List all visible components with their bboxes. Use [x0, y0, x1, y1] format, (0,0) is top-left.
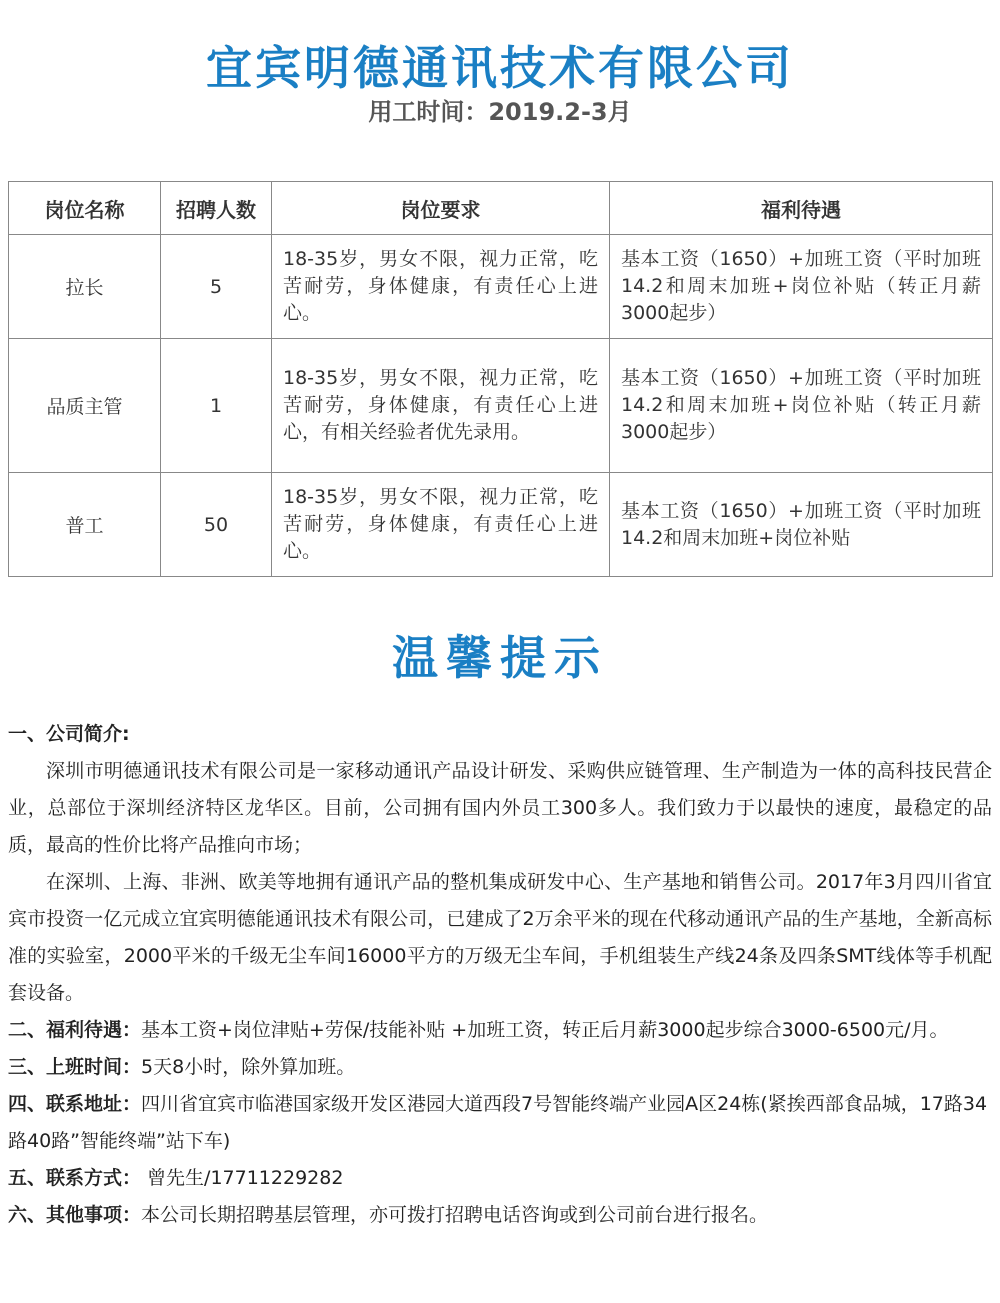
header-count: 招聘人数 [161, 182, 272, 235]
company-title: 宜宾明德通讯技术有限公司 [206, 41, 794, 95]
hours-line [8, 1049, 992, 1086]
position-count: 5 [161, 235, 272, 339]
welfare-line [8, 1012, 992, 1049]
tips-title: 温馨提示 [392, 631, 608, 685]
contact-line [8, 1160, 992, 1197]
position-benefit: 基本工资（1650）+加班工资（平时加班14.2和周末加班+岗位补贴（转正月薪3000起步） [610, 339, 993, 473]
position-count: 1 [161, 339, 272, 473]
welfare-heading: 二、福利待遇： [8, 1019, 142, 1041]
position-benefit: 基本工资（1650）+加班工资（平时加班14.2和周末加班+岗位补贴 [610, 473, 993, 577]
address-heading: 四、联系地址： [8, 1093, 142, 1115]
position-name: 普工 [9, 473, 161, 577]
work-period: 用工时间：2019.2-3月 [368, 98, 632, 126]
position-requirement: 18-35岁，男女不限，视力正常，吃苦耐劳，身体健康，有责任心上进心。 [272, 235, 610, 339]
table-row [9, 235, 993, 339]
address-text: 四川省宜宾市临港国家级开发区港园大道西段7号智能终端产业园A区24栋(紧挨西部食品城，17路34路40路”智能终端”站下车) [8, 1093, 988, 1152]
table-header-row [9, 182, 993, 235]
other-heading: 六、其他事项： [8, 1204, 142, 1226]
other-line [8, 1197, 992, 1234]
position-requirement: 18-35岁，男女不限，视力正常，吃苦耐劳，身体健康，有责任心上进心，有相关经验者优先录用。 [272, 339, 610, 473]
intro-paragraph: 在深圳、上海、非洲、欧美等地拥有通讯产品的整机集成研发中心、生产基地和销售公司。2017年3月四川省宜宾市投资一亿元成立宜宾明德能通讯技术有限公司，已建成了2万余平米的现在代移动通讯产品的生产基地，全新高标准的实验室，2000平米的千级无尘车间16000平方的万级无尘车间，手机组装生产线24条及四条SMT线体等手机配套设备。 [8, 871, 992, 1004]
other-text: 本公司长期招聘基层管理，亦可拨打招聘电话咨询或到公司前台进行报名。 [141, 1204, 769, 1226]
job-table [8, 181, 993, 577]
intro-paragraph: 深圳市明德通讯技术有限公司是一家移动通讯产品设计研发、采购供应链管理、生产制造为一体的高科技民营企业，总部位于深圳经济特区龙华区。目前，公司拥有国内外员工300多人。我们致力于以最快的速度，最稳定的品质，最高的性价比将产品推向市场； [8, 760, 992, 856]
position-name: 品质主管 [9, 339, 161, 473]
position-benefit: 基本工资（1650）+加班工资（平时加班14.2和周末加班+岗位补贴（转正月薪3000起步） [610, 235, 993, 339]
header-requirement: 岗位要求 [272, 182, 610, 235]
contact-heading: 五、联系方式： [8, 1167, 142, 1189]
position-requirement: 18-35岁，男女不限，视力正常，吃苦耐劳，身体健康，有责任心上进心。 [272, 473, 610, 577]
hours-heading: 三、上班时间： [8, 1056, 142, 1078]
header-benefit: 福利待遇 [610, 182, 993, 235]
hours-text: 5天8小时，除外算加班。 [141, 1056, 356, 1078]
header-position: 岗位名称 [9, 182, 161, 235]
contact-text: 曾先生/17711229282 [141, 1167, 344, 1189]
position-name: 拉长 [9, 235, 161, 339]
position-count: 50 [161, 473, 272, 577]
welfare-text: 基本工资+岗位津贴+劳保/技能补贴 +加班工资，转正后月薪3000起步综合3000-6500元/月。 [141, 1019, 949, 1041]
address-line [8, 1086, 992, 1160]
table-row [9, 339, 993, 473]
tips-section [8, 716, 992, 1234]
table-row [9, 473, 993, 577]
intro-heading: 一、公司简介: [8, 723, 130, 745]
